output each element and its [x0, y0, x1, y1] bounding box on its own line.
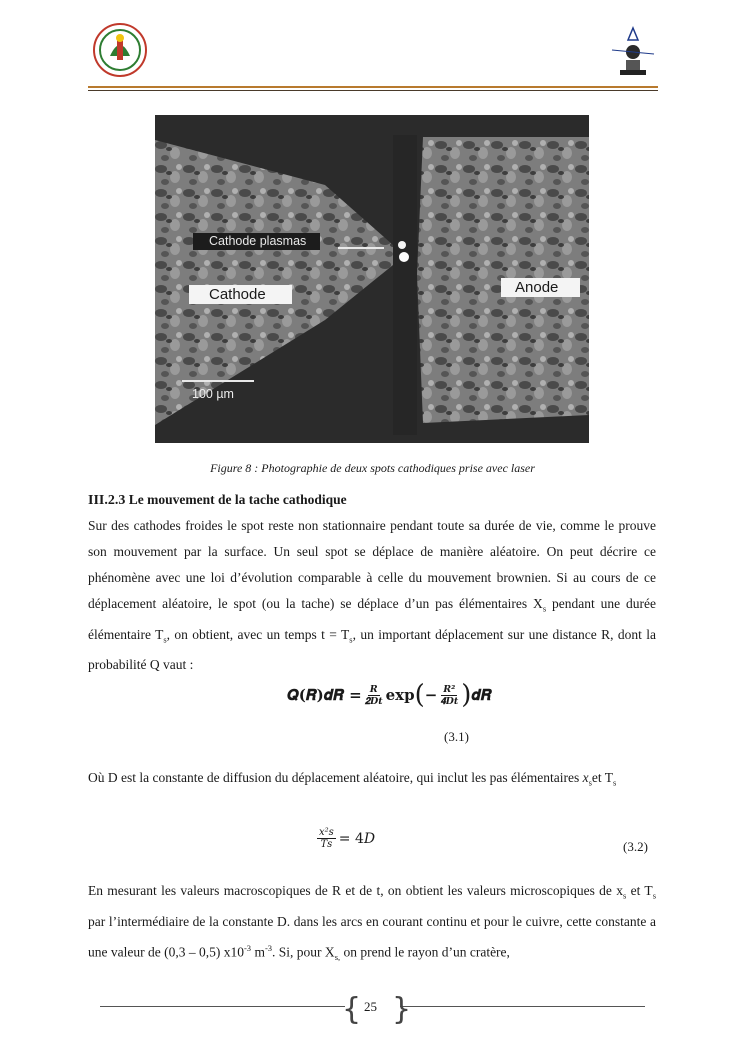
- anode-label: Anode: [501, 278, 580, 297]
- page-bracket-right: }: [392, 992, 412, 1027]
- section-title: Le mouvement de la tache cathodique: [128, 492, 347, 507]
- header-rule: [88, 86, 658, 88]
- page-bracket-left: {: [342, 992, 362, 1027]
- laboratory-logo: [608, 24, 658, 80]
- scale-label: 100 µm: [192, 387, 234, 401]
- cathode-label: Cathode: [189, 285, 292, 304]
- cathode-spot-photograph: [155, 115, 589, 443]
- paragraph-3: En mesurant les valeurs macroscopiques de R et de t, on obtient les valeurs microscopiques de $x_s$ et $T_s$ par l’intermédiaire de la constante D. dans les arcs en courant continu et pour le cuivre, cette constante a une valeur de (0,3 – 0,5) $x10^{-3}$ $m^{-3}$. Si, pour $X_{s,}$ on prend le rayon d’un cratère,: [88, 883, 656, 962]
- equation-number-3-2: (3.2): [623, 839, 648, 854]
- scale-bar: [182, 380, 254, 382]
- plasma-pointer-line: [338, 247, 384, 249]
- footer-rule-left: [100, 1006, 345, 1007]
- equation-number-3-1: (3.1): [444, 729, 469, 744]
- header-rule-thin: [88, 90, 658, 91]
- paragraph-1: Sur des cathodes froides le spot reste non stationnaire pendant toute sa durée de vie, comme le prouve son mouvement par la surface. Un seul spot se déplace de manière aléatoire. On peut décrire ce phénomène avec une loi d’évolution comparable à celle du mouvement brownien. Si au cours de ce déplacement aléatoire, le spot (ou la tache) se déplace d’un pas élémentaires $X_s$ pendant une durée élémentaire $T_s$, on obtient, avec un temps $t = T_s$, un important déplacement sur une distance R, dont la probabilité Q vaut :: [88, 518, 656, 673]
- section-heading: [88, 492, 347, 509]
- footer-rule-right: [400, 1006, 645, 1007]
- paragraph-2: Où D est la constante de diffusion du déplacement aléatoire, qui inclut les pas élémentaires $x_set$ $T_s$: [88, 770, 617, 788]
- page-number: 25: [364, 999, 377, 1014]
- equation-3-2: $\frac{\text{𝑥²𝑠}}{\text{𝑇𝑠}}$ = 4𝐷: [319, 827, 376, 850]
- section-number: III.2.3: [88, 493, 126, 508]
- university-logo: [92, 22, 148, 78]
- cathode-plasmas-label: Cathode plasmas: [193, 233, 320, 250]
- equation-3-1: 𝑸(𝑹)𝒅𝑹 = $\frac{\text{𝑹}}{\text{𝟐𝑫𝒕}}$ exp ( − $\frac{\text{𝑹²}}{\text{𝟒𝑫𝒕}}$ ) 𝒅𝑹: [287, 680, 492, 710]
- figure-caption: Figure 8 : Photographie de deux spots cathodiques prise avec laser: [210, 461, 535, 475]
